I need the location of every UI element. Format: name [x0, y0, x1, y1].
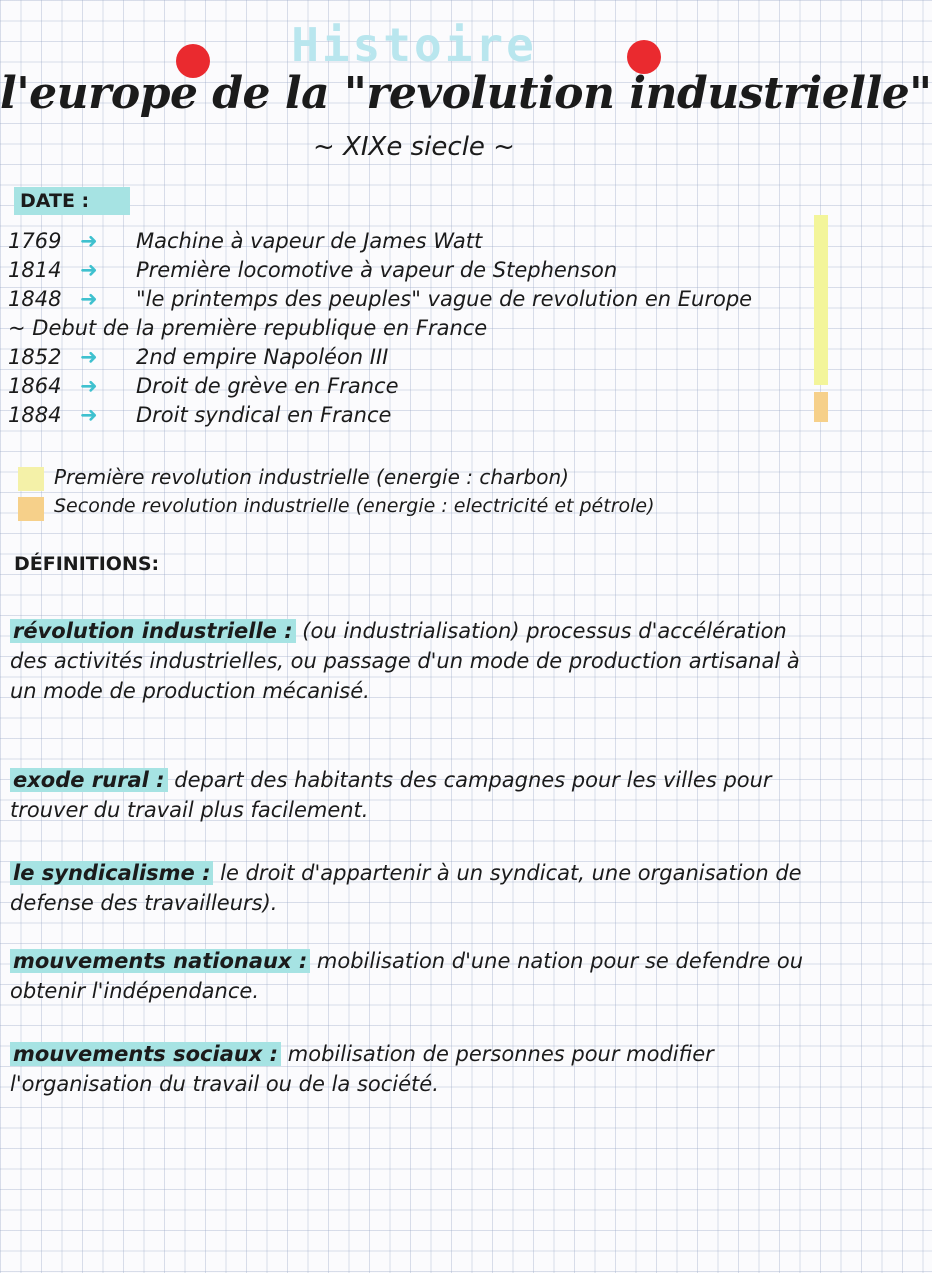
timeline-entry [8, 316, 487, 340]
timeline-year: 1864 [8, 374, 62, 398]
definition-text: le droit d'appartenir à un syndicat, une organisation de defense des travailleurs). [10, 861, 802, 915]
page-title: l'europe de la "revolution industrielle" [0, 68, 932, 119]
definition-block [10, 946, 822, 1006]
definitions-heading: DÉFINITIONS: [14, 553, 160, 575]
arrow-icon: ➜ [80, 374, 98, 398]
definition-text: (ou industrialisation) processus d'accélération des activités industrielles, ou passage d'un mode de production artisanal à un mode de production mécanisé. [10, 619, 800, 703]
legend-text-second: Seconde revolution industrielle (energie : electricité et pétrole) [54, 495, 655, 517]
timeline-text: Droit syndical en France [136, 403, 392, 427]
timeline-year: 1814 [8, 258, 62, 282]
definition-text: mobilisation d'une nation pour se defendre ou obtenir l'indépendance. [10, 949, 804, 1003]
legend-swatch-second [18, 497, 44, 521]
timeline-year: 1884 [8, 403, 62, 427]
timeline-year: 1852 [8, 345, 62, 369]
timeline-entry [8, 403, 391, 427]
timeline-text: Machine à vapeur de James Watt [136, 229, 483, 253]
arrow-icon: ➜ [80, 345, 98, 369]
timeline-entry [8, 374, 399, 398]
page-tab-yellow [814, 215, 828, 385]
subject-heading: Histoire [291, 18, 537, 72]
timeline-year: 1769 [8, 229, 62, 253]
timeline-entry [8, 287, 752, 311]
timeline-text: Première locomotive à vapeur de Stephenson [136, 258, 618, 282]
timeline-entry [8, 229, 482, 253]
page-tab-orange [814, 392, 828, 422]
timeline-text: "le printemps des peuples" vague de revolution en Europe [136, 287, 753, 311]
definition-text: depart des habitants des campagnes pour les villes pour trouver du travail plus facilement. [10, 768, 772, 822]
definition-term: mouvements sociaux : [10, 1042, 281, 1066]
timeline-entry [8, 258, 617, 282]
timeline-text: Droit de grève en France [136, 374, 399, 398]
definition-term: révolution industrielle : [10, 619, 296, 643]
legend-swatch-first [18, 467, 44, 491]
definition-block [10, 765, 822, 825]
arrow-icon: ➜ [80, 229, 98, 253]
timeline-text: ~ Debut de la première republique en France [8, 316, 488, 340]
century-subtitle: ~ XIXe siecle ~ [313, 132, 515, 162]
definition-text: mobilisation de personnes pour modifier l'organisation du travail ou de la société. [10, 1042, 714, 1096]
timeline-year: 1848 [8, 287, 62, 311]
legend-text-first: Première revolution industrielle (energie : charbon) [54, 465, 569, 489]
definition-block [10, 1039, 822, 1099]
arrow-icon: ➜ [80, 287, 98, 311]
timeline-text: 2nd empire Napoléon III [136, 345, 389, 369]
arrow-icon: ➜ [80, 403, 98, 427]
definition-block [10, 858, 822, 918]
timeline-entry [8, 345, 388, 369]
definition-term: le syndicalisme : [10, 861, 213, 885]
date-heading: DATE : [14, 187, 130, 215]
definition-block [10, 616, 822, 706]
definition-term: exode rural : [10, 768, 168, 792]
definition-term: mouvements nationaux : [10, 949, 310, 973]
arrow-icon: ➜ [80, 258, 98, 282]
